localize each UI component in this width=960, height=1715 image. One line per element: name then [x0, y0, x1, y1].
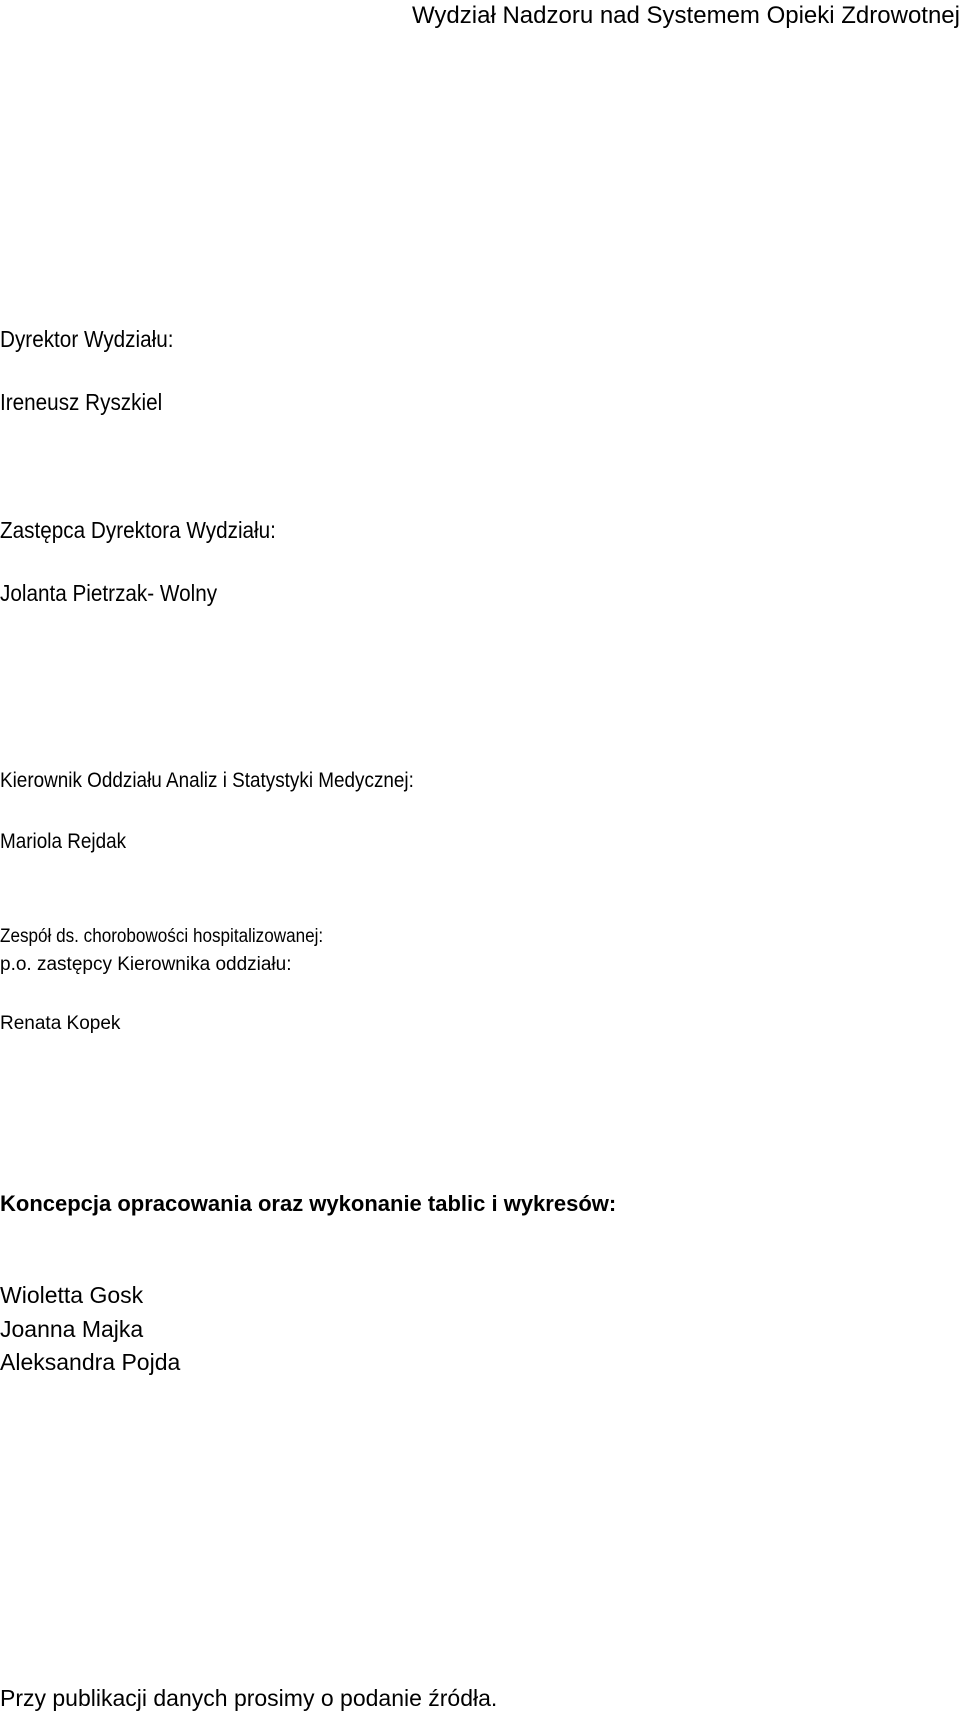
concept-label: Koncepcja opracowania oraz wykonanie tablic i wykresów: — [0, 1191, 617, 1216]
deputy-director-name: Jolanta Pietrzak- Wolny — [0, 580, 218, 606]
department-head-label: Kierownik Oddziału Analiz i Statystyki Medycznej: — [0, 769, 414, 792]
department-head-name: Mariola Rejdak — [0, 830, 127, 853]
team-role: p.o. zastępcy Kierownika oddziału: — [0, 954, 292, 975]
page-header-title: Wydział Nadzoru nad Systemem Opieki Zdrowotnej — [411, 2, 960, 29]
director-label: Dyrektor Wydziału: — [0, 326, 174, 352]
team-label: Zespół ds. chorobowości hospitalizowanej: — [0, 926, 324, 947]
team-member-name: Renata Kopek — [0, 1013, 121, 1034]
deputy-director-label: Zastępca Dyrektora Wydziału: — [0, 517, 276, 543]
footer-source-note: Przy publikacji danych prosimy o podanie źródła. — [0, 1685, 498, 1711]
concept-author: Wioletta Gosk — [0, 1282, 144, 1308]
concept-author: Joanna Majka — [0, 1316, 144, 1342]
director-name: Ireneusz Ryszkiel — [0, 389, 163, 415]
concept-author: Aleksandra Pojda — [0, 1349, 181, 1375]
